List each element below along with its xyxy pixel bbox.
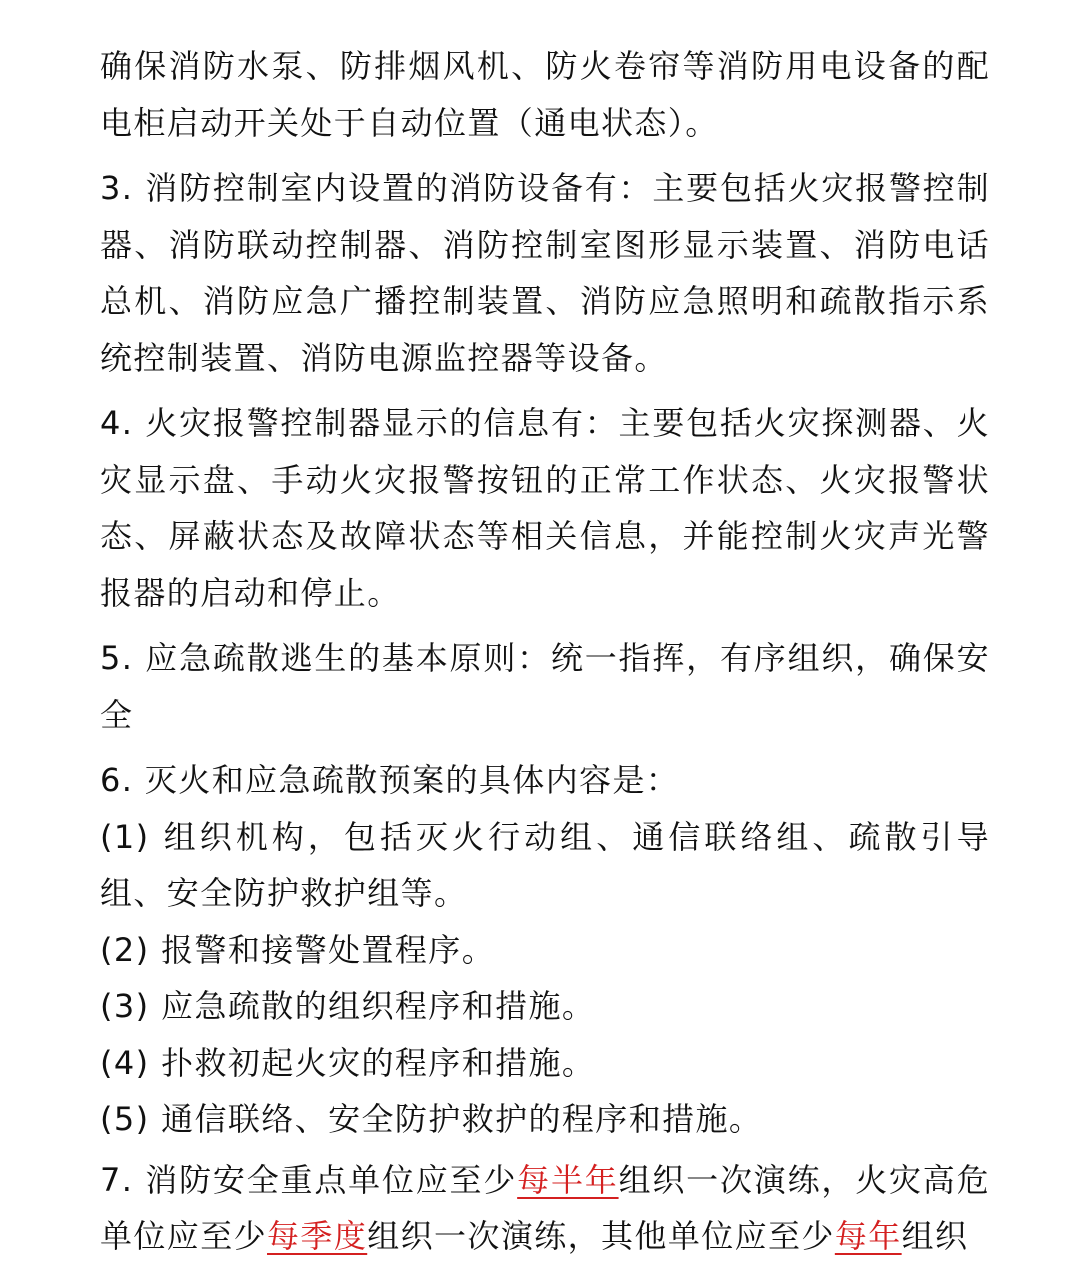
plan-content-list [100, 809, 990, 1148]
list-item: (2) 报警和接警处置程序。 [100, 930, 496, 969]
paragraph-7-text: 组织 [901, 1217, 969, 1255]
paragraph-intro: 确保消防水泵、防排烟风机、防火卷帘等消防用电设备的配电柜启动开关处于自动位置（通电状态）。 [100, 47, 990, 142]
paragraph-7-text: 7. 消防安全重点单位应至少 [100, 1160, 518, 1199]
document-body [100, 38, 990, 1265]
highlight-every-half-year: 每半年 [517, 1160, 619, 1199]
paragraph-6-heading: 6. 灭火和应急疏散预案的具体内容是： [100, 761, 680, 799]
list-item: (5) 通信联络、安全防护救护的程序和措施。 [100, 1100, 763, 1138]
paragraph-5: 5. 应急疏散逃生的基本原则：统一指挥，有序组织，确保安全 [100, 639, 990, 734]
highlight-every-quarter: 每季度 [267, 1217, 368, 1255]
highlight-every-year: 每年 [834, 1217, 902, 1255]
list-item: (3) 应急疏散的组织程序和措施。 [100, 987, 596, 1025]
paragraph-3: 3. 消防控制室内设置的消防设备有：主要包括火灾报警控制器、消防联动控制器、消防控制室图形显示装置、消防电话总机、消防应急广播控制装置、消防应急照明和疏散指示系统控制装置、消防电源监控器等设备。 [100, 169, 990, 377]
paragraph-7-text: 组织一次演练，其他单位应至少 [367, 1217, 835, 1255]
list-item: (4) 扑救初起火灾的程序和措施。 [100, 1043, 596, 1082]
paragraph-4: 4. 火灾报警控制器显示的信息有：主要包括火灾探测器、火灾显示盘、手动火灾报警按钮的正常工作状态、火灾报警状态、屏蔽状态及故障状态等相关信息，并能控制火灾声光警报器的启动和停止。 [100, 404, 990, 612]
list-item: (1) 组织机构，包括灭火行动组、通信联络组、疏散引导组、安全防护救护组等。 [100, 817, 990, 912]
paragraph-7 [100, 1152, 990, 1265]
paragraph-7-text: 组织一次演练，火灾高危单位应至少 [100, 1160, 991, 1255]
